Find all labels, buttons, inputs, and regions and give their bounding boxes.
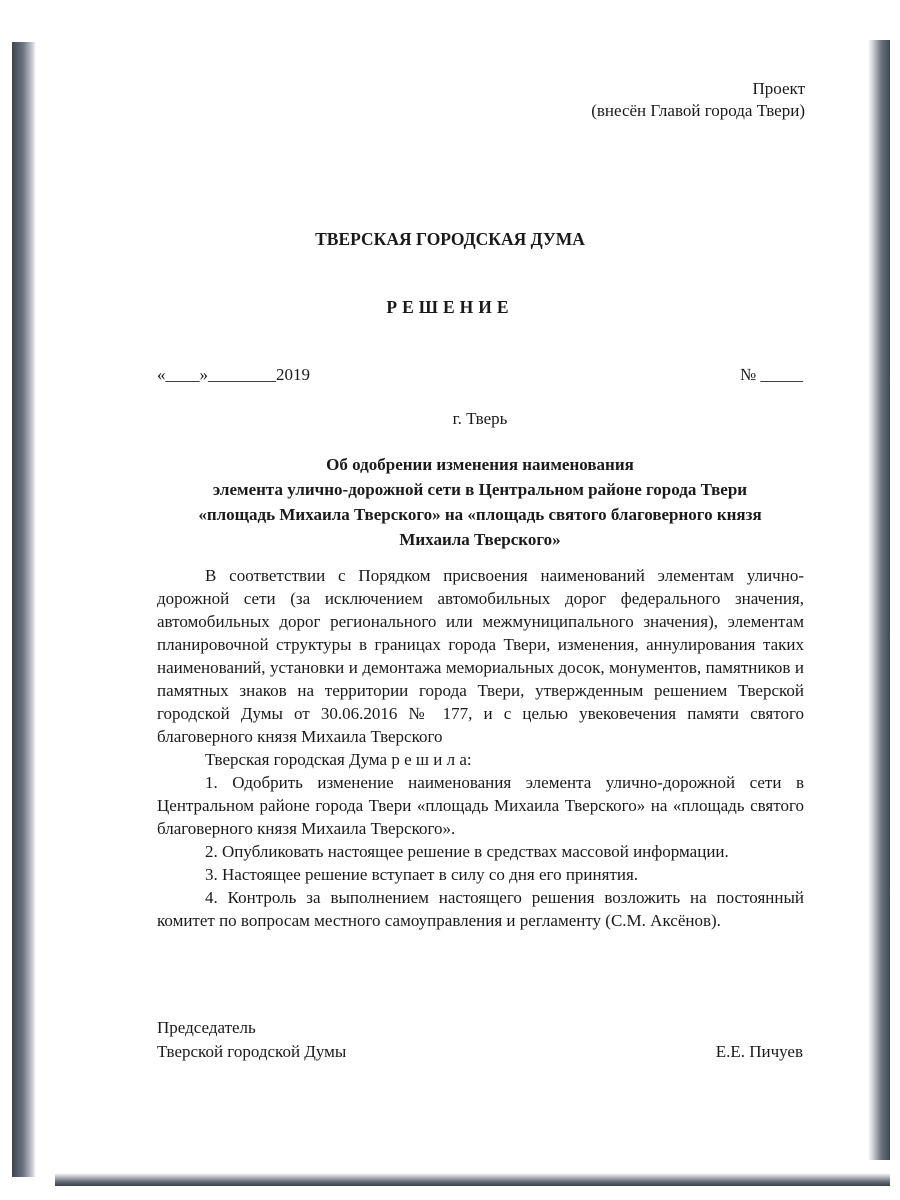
decision-subject — [150, 452, 810, 552]
decision-body — [157, 564, 804, 932]
subject-line: Об одобрении изменения наименования — [326, 455, 634, 474]
decision-item: 2. Опубликовать настоящее решение в средствах массовой информации. — [205, 842, 729, 861]
scan-edge-bottom — [55, 1173, 890, 1186]
resolution-statement: Тверская городская Дума р е ш и л а: — [205, 750, 472, 769]
scan-edge-right — [868, 40, 890, 1160]
project-header — [591, 78, 805, 122]
preamble: В соответствии с Порядком присвоения наименований элементам улично-дорожной сети (за исключением автомобильных дорог федерального значения, автомобильных дорог регионального или межмуниципального значения), элементам планировочной структуры в границах города Твери, изменения, аннулирования таких наименований, установки и демонтажа мемориальных досок, монументов, памятников и памятных знаков на территории города Твери, утвержденным решением Тверской городской Думы от 30.06.2016 № 177, и с целью увековечения памяти святого благоверного князя Михаила Тверского — [157, 566, 804, 746]
signatory-position — [157, 1016, 346, 1064]
organization-title: ТВЕРСКАЯ ГОРОДСКАЯ ДУМА — [315, 229, 585, 249]
decision-date: «____»________2019 — [157, 365, 310, 384]
project-label: Проект — [752, 79, 805, 98]
subject-line: «площадь Михаила Тверского» на «площадь святого благоверного князя — [198, 505, 762, 524]
decision-item: 1. Одобрить изменение наименования элемента улично-дорожной сети в Центральном районе города Твери «площадь Михаила Тверского» на «площадь святого благоверного князя Михаила Тверского». — [157, 773, 804, 838]
document-type: РЕШЕНИЕ — [386, 297, 514, 317]
subject-line: элемента улично-дорожной сети в Центральном районе города Твери — [212, 480, 748, 499]
city: г. Тверь — [452, 409, 508, 428]
submitted-by: (внесён Главой города Твери) — [591, 101, 805, 120]
scan-edge-left — [12, 42, 36, 1177]
subject-line: Михаила Тверского» — [399, 530, 561, 549]
decision-item: 3. Настоящее решение вступает в силу со дня его принятия. — [205, 865, 639, 884]
decision-number: № _____ — [740, 365, 803, 384]
position-line: Председатель — [157, 1018, 256, 1037]
decision-item: 4. Контроль за выполнением настоящего решения возложить на постоянный комитет по вопросам местного самоуправления и регламенту (С.М. Аксёнов). — [157, 888, 804, 930]
signatory-name: Е.Е. Пичуев — [715, 1042, 803, 1061]
position-line: Тверской городской Думы — [157, 1042, 347, 1061]
